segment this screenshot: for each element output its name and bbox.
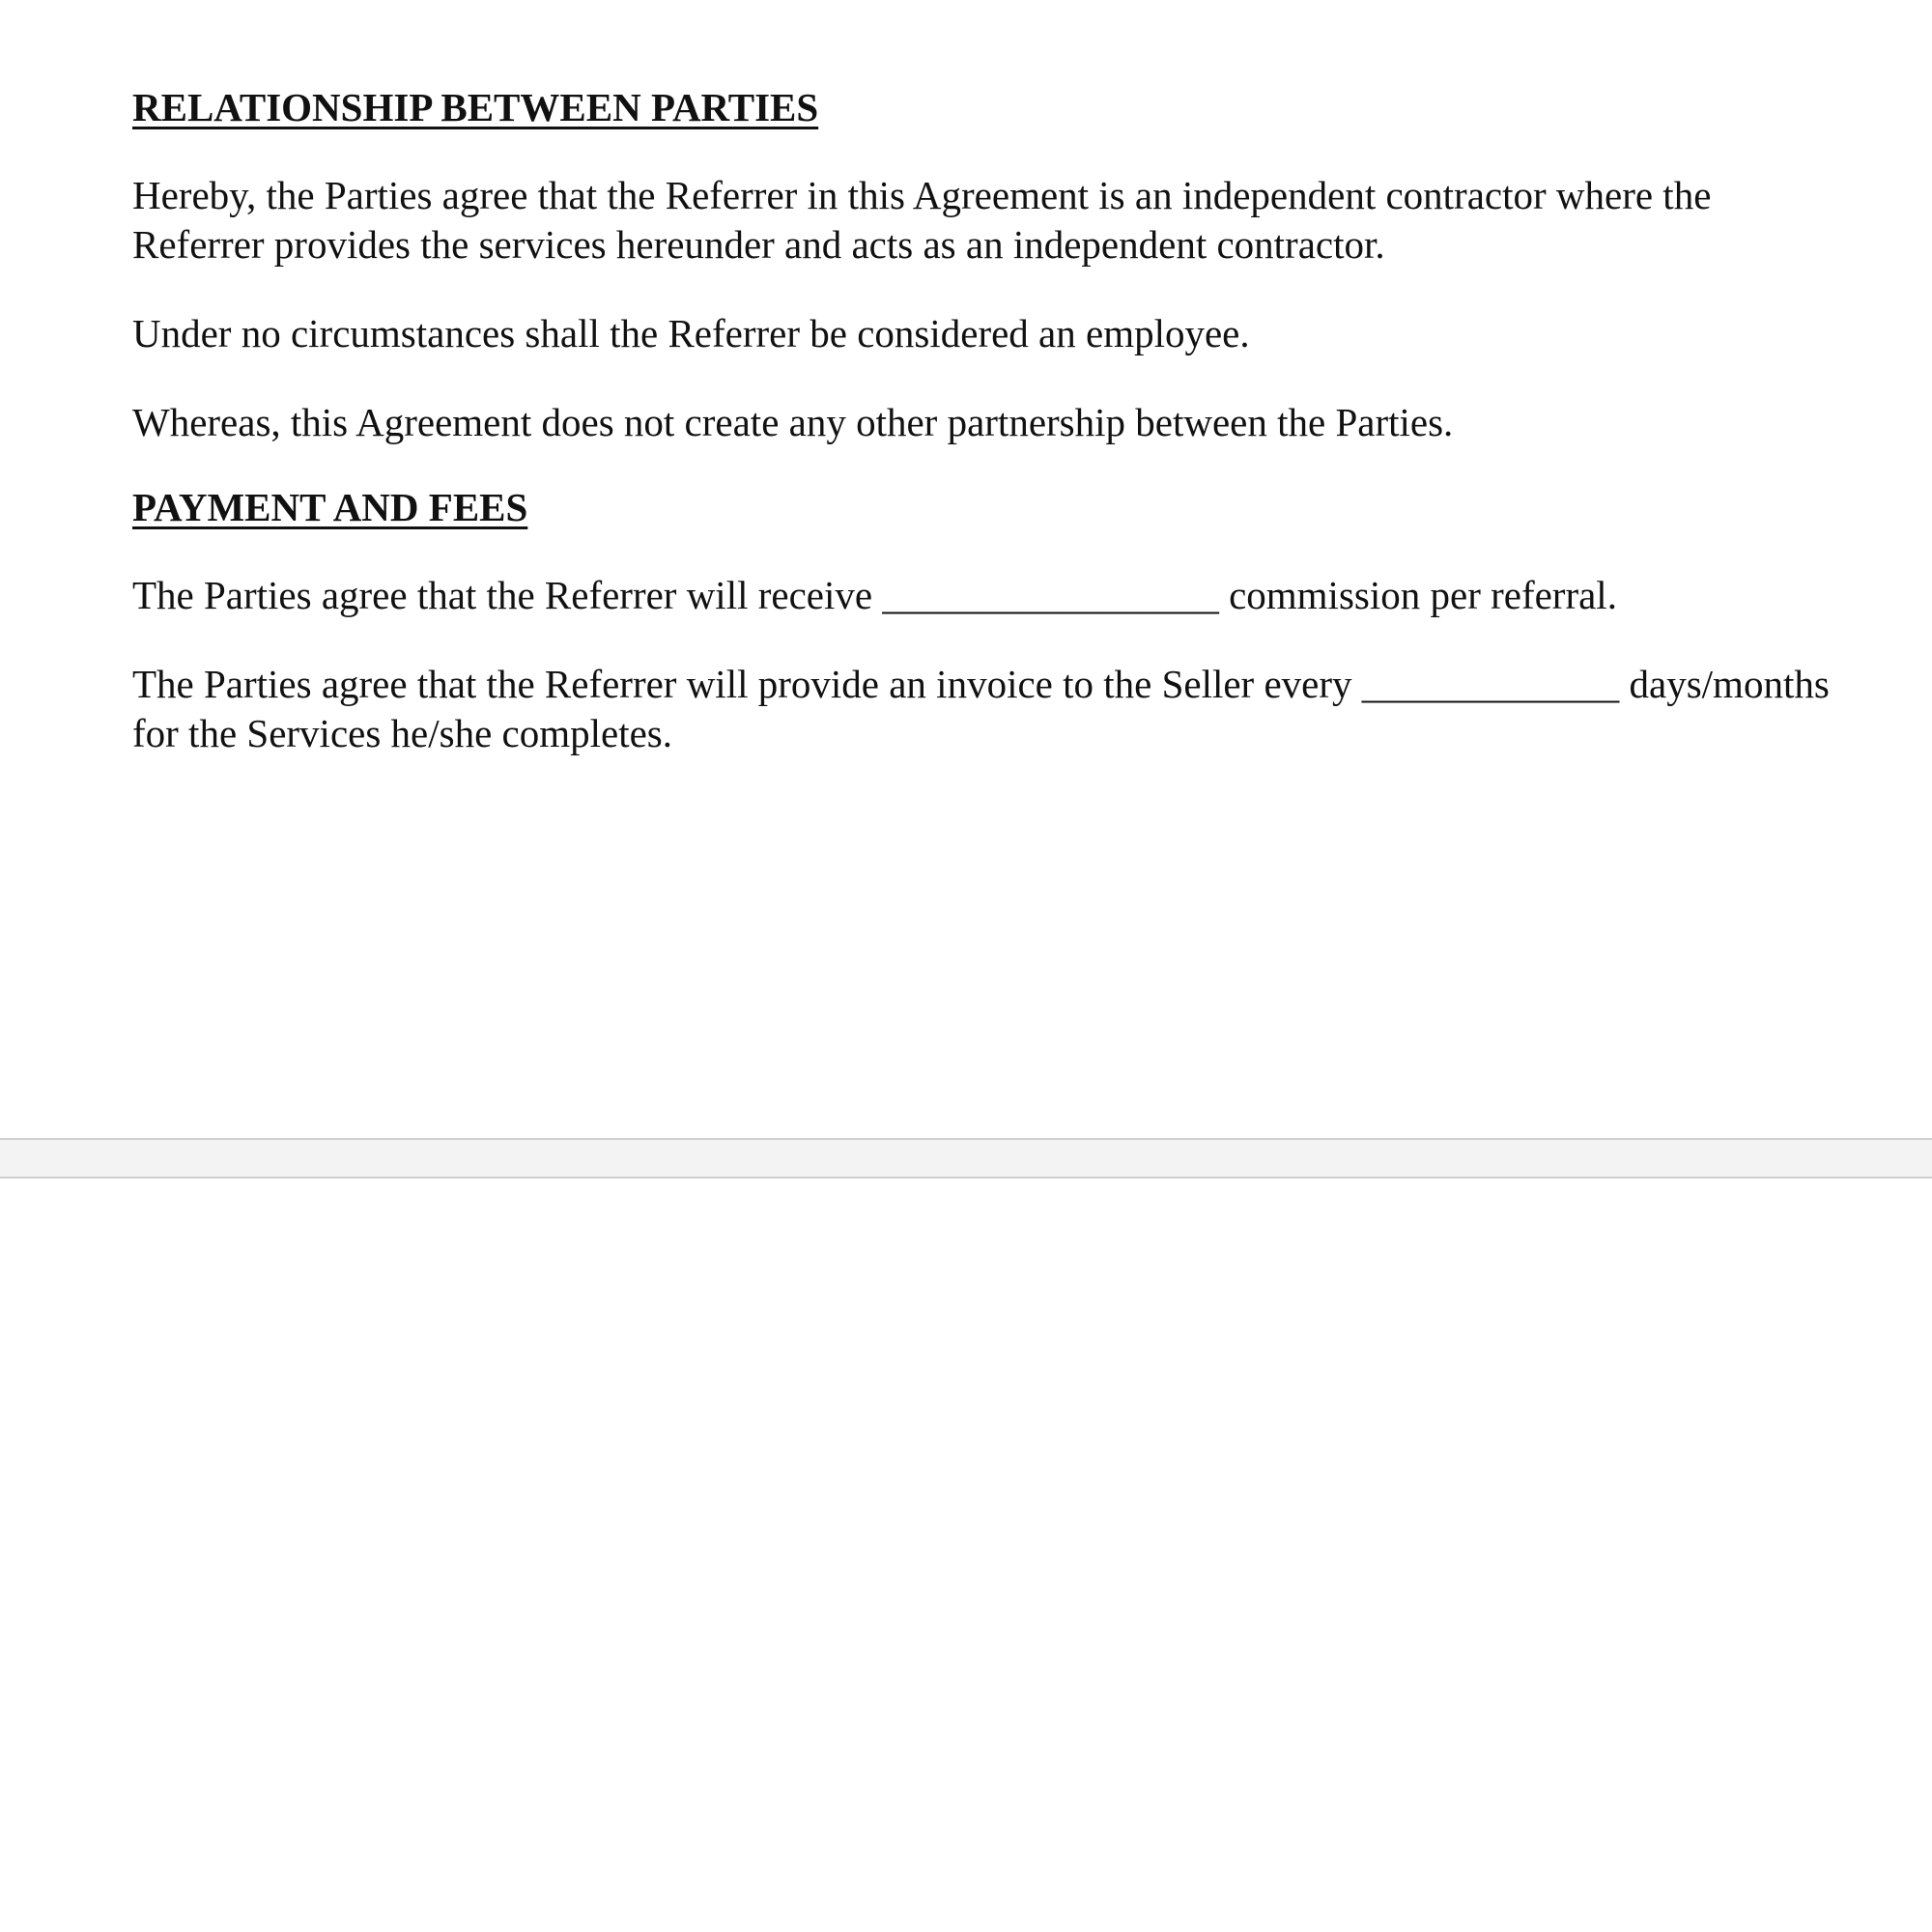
- paragraph-not-employee: Under no circumstances shall the Referrer be considered an employee.: [132, 311, 1250, 355]
- paragraph-independent-contractor: Hereby, the Parties agree that the Referrer in this Agreement is an independent contractor where the Referrer provides the services hereunder and acts as an independent contractor.: [132, 173, 1712, 267]
- page-break-divider: [0, 1138, 1932, 1179]
- paragraph-invoice: The Parties agree that the Referrer will provide an invoice to the Seller every _____________ days/months for the Services he/she completes.: [132, 662, 1830, 755]
- paragraph-no-partnership: Whereas, this Agreement does not create any other partnership between the Parties.: [132, 400, 1454, 444]
- paragraph-commission: The Parties agree that the Referrer will receive _________________ commission per referral.: [132, 573, 1617, 617]
- section-heading-payment: PAYMENT AND FEES: [132, 485, 528, 529]
- next-document-page[interactable]: [0, 1179, 1932, 1932]
- section-heading-relationship: RELATIONSHIP BETWEEN PARTIES: [132, 85, 819, 129]
- document-body[interactable]: [132, 83, 1833, 758]
